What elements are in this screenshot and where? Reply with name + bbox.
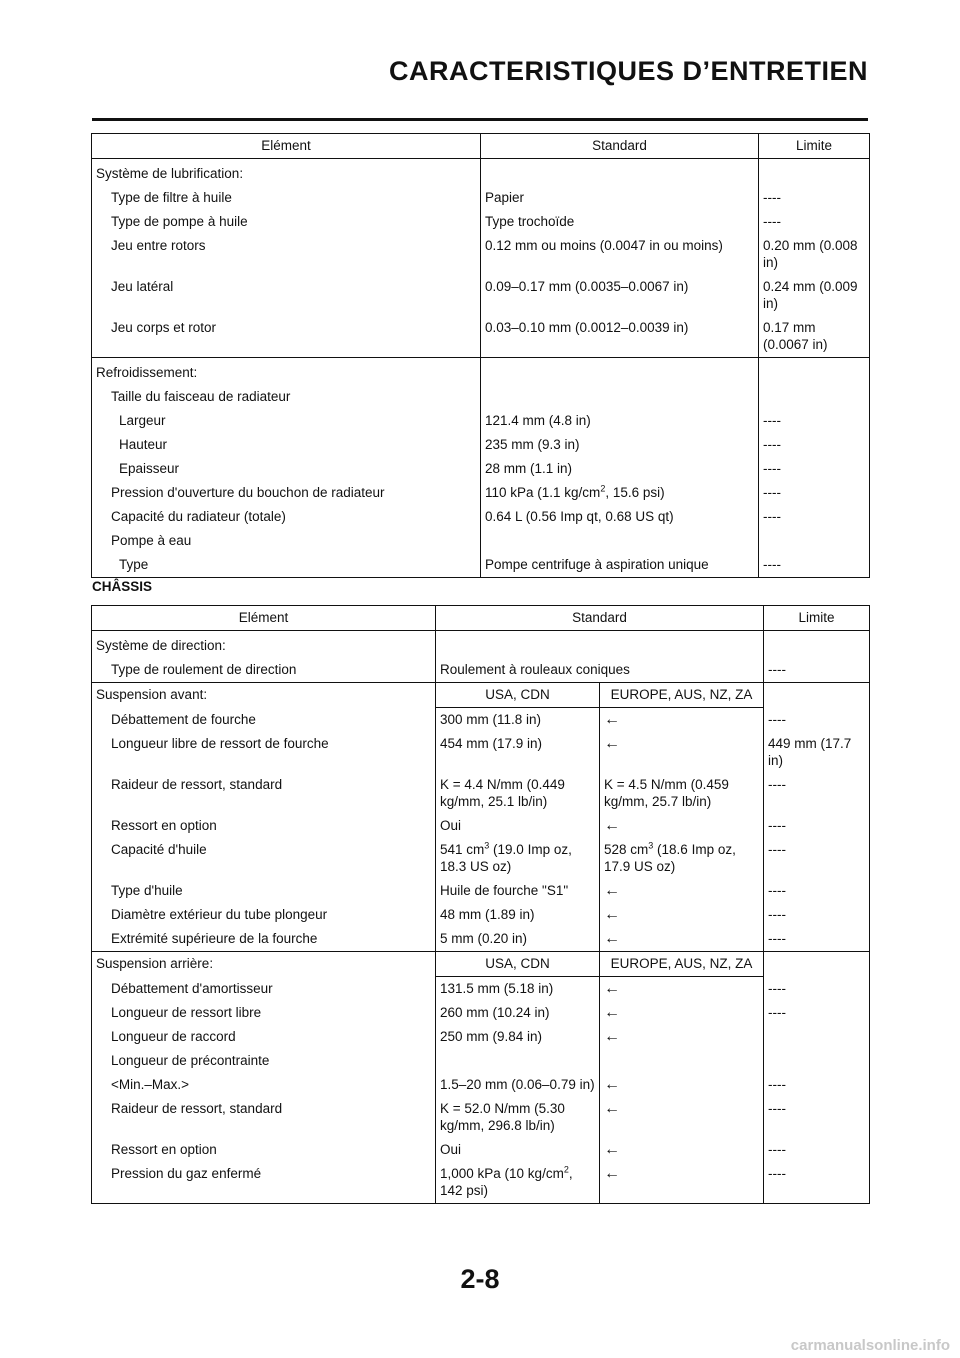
same-as-left-arrow-icon: ←	[600, 732, 764, 773]
cell-standard: 0.03–0.10 mm (0.0012–0.0039 in)	[481, 316, 759, 358]
cell-limit: ----	[764, 658, 870, 683]
header-standard: Standard	[436, 606, 764, 631]
cell-standard: 250 mm (9.84 in)	[436, 1025, 600, 1049]
table-row	[92, 1049, 870, 1073]
group-rear-suspension	[92, 952, 870, 1204]
cell-standard: Papier	[481, 186, 759, 210]
cell-limit: ----	[759, 186, 870, 210]
header-standard: Standard	[481, 134, 759, 159]
table-row	[92, 1162, 870, 1204]
maintenance-table-lubrication-cooling	[91, 133, 870, 578]
table-row	[92, 1025, 870, 1049]
same-as-left-arrow-icon: ←	[600, 1025, 764, 1049]
cell-standard-europe: K = 4.5 N/mm (0.459 kg/mm, 25.7 lb/in)	[600, 773, 764, 814]
title-rule	[92, 118, 868, 121]
cell-item: <Min.–Max.>	[92, 1073, 436, 1097]
cell-item: Extrémité supérieure de la fourche	[92, 927, 436, 952]
cell-limit: 0.20 mm (0.008 in)	[759, 234, 870, 275]
group-label: Suspension arrière:	[92, 952, 436, 977]
value-text: 142 psi)	[440, 1183, 489, 1198]
maintenance-table-chassis	[91, 605, 870, 1204]
table-row	[92, 814, 870, 838]
table-row	[92, 977, 870, 1002]
value-text: ,	[568, 1166, 573, 1181]
group-lubrication	[92, 159, 870, 358]
region-header-usa-cdn: USA, CDN	[436, 952, 600, 977]
value-text: , 15.6 psi)	[605, 485, 665, 500]
table-row	[92, 316, 870, 358]
cell-limit: ----	[764, 773, 870, 814]
cell-standard: Huile de fourche "S1"	[436, 879, 600, 903]
cell-standard: 0.09–0.17 mm (0.0035–0.0067 in)	[481, 275, 759, 316]
cell-limit: 449 mm (17.7 in)	[764, 732, 870, 773]
cell-standard: 235 mm (9.3 in)	[481, 433, 759, 457]
same-as-left-arrow-icon: ←	[600, 977, 764, 1002]
cell-item: Débattement de fourche	[92, 708, 436, 733]
group-steering	[92, 631, 870, 683]
cell-standard	[481, 481, 759, 505]
cell-item: Capacité du radiateur (totale)	[92, 505, 481, 529]
watermark: carmanualsonline.info	[790, 1337, 950, 1354]
table-row	[92, 210, 870, 234]
group-cooling	[92, 358, 870, 578]
cell-standard	[436, 1162, 600, 1204]
same-as-left-arrow-icon: ←	[600, 903, 764, 927]
cell-limit: ----	[759, 553, 870, 578]
section-heading-chassis: CHÂSSIS	[92, 579, 153, 594]
table-row	[92, 708, 870, 733]
table-row	[92, 879, 870, 903]
cell-limit: ----	[764, 838, 870, 879]
cell-item: Jeu latéral	[92, 275, 481, 316]
region-header-europe: EUROPE, AUS, NZ, ZA	[600, 683, 764, 708]
same-as-left-arrow-icon: ←	[600, 1138, 764, 1162]
value-text: 1,000 kPa (10 kg/cm	[440, 1166, 564, 1181]
same-as-left-arrow-icon: ←	[600, 1162, 764, 1204]
table-header-row	[92, 606, 870, 631]
same-as-left-arrow-icon: ←	[600, 1097, 764, 1138]
table-row	[92, 275, 870, 316]
group-label: Système de direction:	[92, 631, 436, 659]
value-text: (18.6 Imp oz, 17.9 US oz)	[604, 842, 736, 874]
value-text: 110 kPa (1.1 kg/cm	[485, 485, 601, 500]
table-row	[92, 631, 870, 659]
region-header-europe: EUROPE, AUS, NZ, ZA	[600, 952, 764, 977]
cell-limit: 0.17 mm (0.0067 in)	[759, 316, 870, 358]
same-as-left-arrow-icon: ←	[600, 814, 764, 838]
cell-item: Longueur de raccord	[92, 1025, 436, 1049]
header-limit: Limite	[759, 134, 870, 159]
cell-limit: ----	[764, 1162, 870, 1204]
cell-item: Taille du faisceau de radiateur	[92, 385, 481, 409]
cell-item: Diamètre extérieur du tube plongeur	[92, 903, 436, 927]
group-label: Système de lubrification:	[92, 159, 481, 187]
same-as-left-arrow-icon: ←	[600, 879, 764, 903]
cell-item: Raideur de ressort, standard	[92, 773, 436, 814]
cell-standard: Oui	[436, 814, 600, 838]
cell-limit: ----	[764, 903, 870, 927]
cell-standard: 48 mm (1.89 in)	[436, 903, 600, 927]
value-text: (19.0 Imp oz, 18.3 US oz)	[440, 842, 572, 874]
cell-standard: 260 mm (10.24 in)	[436, 1001, 600, 1025]
cell-standard: K = 4.4 N/mm (0.449 kg/mm, 25.1 lb/in)	[436, 773, 600, 814]
cell-item: Type de filtre à huile	[92, 186, 481, 210]
cell-item: Largeur	[92, 409, 481, 433]
cell-standard: 131.5 mm (5.18 in)	[436, 977, 600, 1002]
cell-item: Jeu entre rotors	[92, 234, 481, 275]
cell-item: Hauteur	[92, 433, 481, 457]
superscript: 3	[484, 840, 490, 851]
cell-item: Type	[92, 553, 481, 578]
cell-standard: Roulement à rouleaux coniques	[436, 658, 764, 683]
table-row	[92, 481, 870, 505]
cell-item: Ressort en option	[92, 1138, 436, 1162]
cell-item: Raideur de ressort, standard	[92, 1097, 436, 1138]
cell-limit: 0.24 mm (0.009 in)	[759, 275, 870, 316]
table-row	[92, 1138, 870, 1162]
cell-standard: Type trochoïde	[481, 210, 759, 234]
cell-limit: ----	[759, 457, 870, 481]
cell-item: Débattement d'amortisseur	[92, 977, 436, 1002]
cell-standard-europe	[600, 838, 764, 879]
table-row	[92, 186, 870, 210]
cell-standard: 5 mm (0.20 in)	[436, 927, 600, 952]
cell-standard: 454 mm (17.9 in)	[436, 732, 600, 773]
header-element: Elément	[92, 134, 481, 159]
cell-standard: 1.5–20 mm (0.06–0.79 in)	[436, 1073, 600, 1097]
table-row	[92, 529, 870, 553]
cell-limit: ----	[764, 1073, 870, 1097]
cell-item: Type de roulement de direction	[92, 658, 436, 683]
cell-limit: ----	[764, 814, 870, 838]
cell-item: Capacité d'huile	[92, 838, 436, 879]
superscript: 3	[648, 840, 654, 851]
table-row	[92, 1097, 870, 1138]
header-element: Elément	[92, 606, 436, 631]
cell-item: Longueur de précontrainte	[92, 1049, 436, 1073]
same-as-left-arrow-icon: ←	[600, 927, 764, 952]
table-row	[92, 952, 870, 977]
cell-standard: 0.12 mm ou moins (0.0047 in ou moins)	[481, 234, 759, 275]
cell-item: Pression d'ouverture du bouchon de radiateur	[92, 481, 481, 505]
cell-item: Longueur de ressort libre	[92, 1001, 436, 1025]
table-row	[92, 903, 870, 927]
cell-item: Type de pompe à huile	[92, 210, 481, 234]
table-row	[92, 732, 870, 773]
header-limit: Limite	[764, 606, 870, 631]
cell-limit: ----	[759, 433, 870, 457]
group-label: Suspension avant:	[92, 683, 436, 708]
same-as-left-arrow-icon: ←	[600, 1073, 764, 1097]
page-number: 2-8	[460, 1264, 500, 1294]
cell-limit: ----	[759, 505, 870, 529]
group-label: Refroidissement:	[92, 358, 481, 386]
cell-item: Longueur libre de ressort de fourche	[92, 732, 436, 773]
group-front-suspension	[92, 683, 870, 952]
cell-item: Pression du gaz enfermé	[92, 1162, 436, 1204]
cell-limit: ----	[759, 409, 870, 433]
table-row	[92, 505, 870, 529]
cell-limit: ----	[764, 1097, 870, 1138]
cell-standard: 300 mm (11.8 in)	[436, 708, 600, 733]
table-row	[92, 433, 870, 457]
table-row	[92, 927, 870, 952]
table-row	[92, 658, 870, 683]
cell-item: Epaisseur	[92, 457, 481, 481]
cell-limit: ----	[759, 481, 870, 505]
table-row	[92, 234, 870, 275]
superscript: 2	[563, 1164, 569, 1175]
cell-standard: 28 mm (1.1 in)	[481, 457, 759, 481]
cell-item: Ressort en option	[92, 814, 436, 838]
cell-limit: ----	[764, 977, 870, 1002]
same-as-left-arrow-icon: ←	[600, 708, 764, 733]
value-text: 528 cm	[604, 842, 649, 857]
cell-item: Pompe à eau	[92, 529, 481, 553]
value-text: 541 cm	[440, 842, 485, 857]
table-row	[92, 409, 870, 433]
page-title: CARACTERISTIQUES D’ENTRETIEN	[388, 56, 868, 86]
superscript: 2	[600, 483, 606, 494]
cell-limit: ----	[764, 1001, 870, 1025]
cell-standard	[436, 838, 600, 879]
cell-standard: Pompe centrifuge à aspiration unique	[481, 553, 759, 578]
cell-standard: Oui	[436, 1138, 600, 1162]
cell-limit: ----	[759, 210, 870, 234]
table-row	[92, 1073, 870, 1097]
table-row	[92, 385, 870, 409]
table-row	[92, 159, 870, 187]
table-row	[92, 838, 870, 879]
table-row	[92, 358, 870, 386]
table-row	[92, 553, 870, 578]
table-header-row	[92, 134, 870, 159]
table-row	[92, 457, 870, 481]
cell-item: Jeu corps et rotor	[92, 316, 481, 358]
cell-limit: ----	[764, 879, 870, 903]
cell-standard: 121.4 mm (4.8 in)	[481, 409, 759, 433]
cell-limit: ----	[764, 708, 870, 733]
table-row	[92, 773, 870, 814]
cell-standard: K = 52.0 N/mm (5.30 kg/mm, 296.8 lb/in)	[436, 1097, 600, 1138]
cell-limit: ----	[764, 1138, 870, 1162]
region-header-usa-cdn: USA, CDN	[436, 683, 600, 708]
cell-limit: ----	[764, 927, 870, 952]
same-as-left-arrow-icon: ←	[600, 1001, 764, 1025]
cell-standard: 0.64 L (0.56 Imp qt, 0.68 US qt)	[481, 505, 759, 529]
table-row	[92, 683, 870, 708]
cell-item: Type d'huile	[92, 879, 436, 903]
table-row	[92, 1001, 870, 1025]
